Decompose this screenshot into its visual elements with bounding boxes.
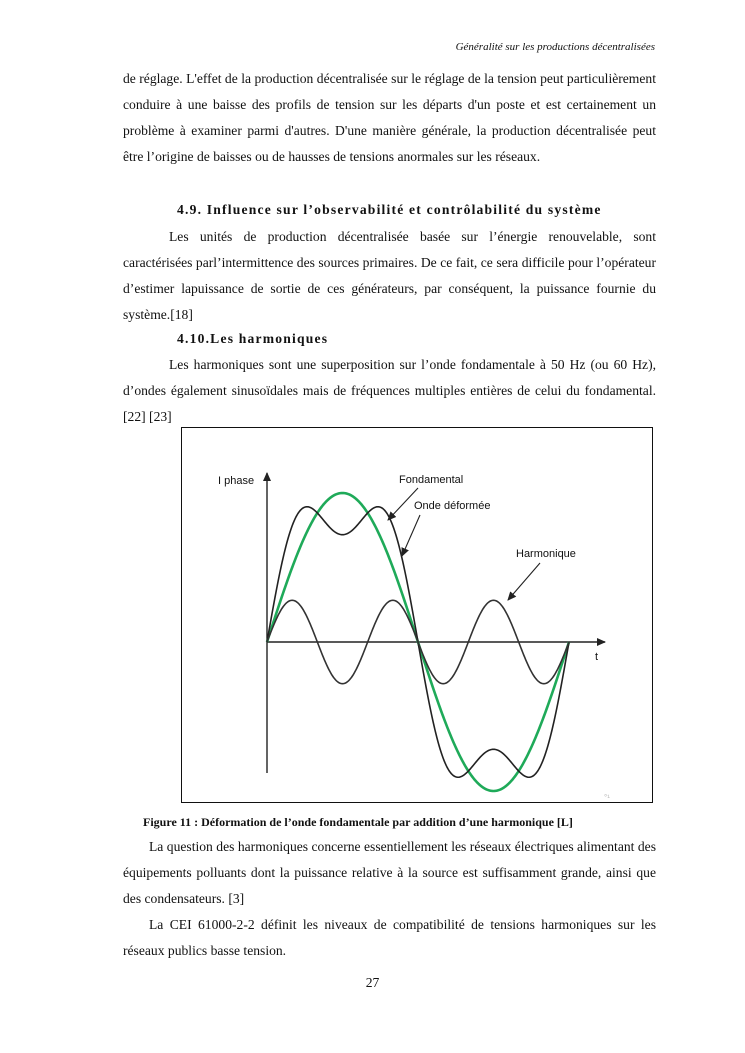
after-figure-paragraph-2: La CEI 61000-2-2 définit les niveaux de compatibilité de tensions harmoniques sur les réseaux publics basse tension.: [123, 917, 656, 958]
y-axis-label: I phase: [218, 475, 255, 487]
distorted-pointer-arrow: [402, 515, 420, 556]
section-heading-4-10: 4.10.Les harmoniques: [177, 331, 329, 346]
harmonic-label: Harmonique: [516, 548, 576, 560]
section-4-9-block: [123, 224, 656, 328]
section-heading-4-9: 4.9. Influence sur l’observabilité et contrôlabilité du système: [177, 202, 602, 217]
figure-caption: Figure 11 : Déformation de l’onde fondamentale par addition d’une harmonique [L]: [143, 815, 573, 829]
intro-paragraph: de réglage. L'effet de la production décentralisée sur le réglage de la tension peut particulièrement conduire à une baisse des profils de tension sur les départs d'un poste et est certainement un problème à examiner parmi d'autres. D'une manière générale, la production décentralisée peut être l’origine de baisses ou de hausses de tensions anormales sur les réseaux.: [123, 71, 656, 164]
after-figure-block: [123, 834, 656, 964]
section-4-9-paragraph: Les unités de production décentralisée basée sur l’énergie renouvelable, sont caractérisées parl’intermittence des sources primaires. De ce fait, ce sera difficile pour l’opérateur d’estimer lapuissance de sortie de ces générateurs, par conséquent, la puissance fournie du système.[18]: [123, 229, 656, 322]
intro-paragraph-block: [123, 66, 656, 170]
harmonic-figure: [181, 427, 653, 803]
scan-mark: °¹: [604, 793, 610, 802]
page-number: 27: [365, 975, 380, 990]
running-header: Généralité sur les productions décentralisées: [455, 41, 655, 53]
x-axis-label: t: [595, 651, 599, 663]
fundamental-label: Fondamental: [399, 474, 464, 486]
distorted-label: Onde déformée: [414, 500, 491, 512]
section-4-10-block: [123, 352, 656, 430]
harmonic-figure-svg: [182, 428, 652, 802]
after-figure-paragraph-1: La question des harmoniques concerne essentiellement les réseaux électriques alimentant des équipements polluants dont la puissance relative à la source est suffisamment grande, ainsi que des condensateurs. [3]: [123, 839, 656, 906]
section-4-10-paragraph: Les harmoniques sont une superposition sur l’onde fondamentale à 50 Hz (ou 60 Hz), d’ondes également sinusoïdales mais de fréquences multiples entières de celui du fondamental. [22] [23]: [123, 357, 656, 424]
harmonic-pointer-arrow: [508, 563, 540, 600]
